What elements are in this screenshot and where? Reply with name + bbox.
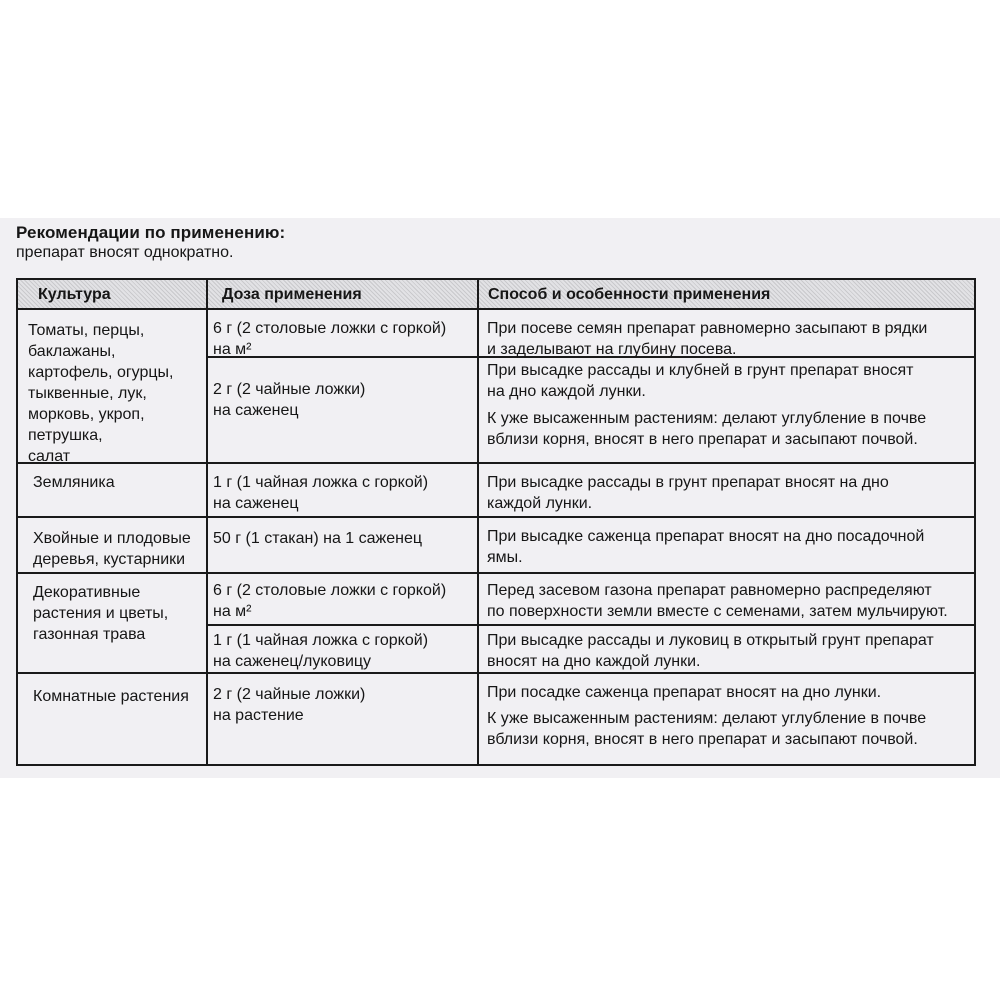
row-divider [18, 572, 976, 574]
dose-cell: 6 г (2 столовые ложки с горкой) на м² [213, 320, 447, 358]
section-title: Рекомендации по применению: [16, 223, 286, 242]
method-cell: При высадке рассады и клубней в грунт препарат вносят на дно каждой лунки. [487, 362, 914, 400]
method-cell: Перед засевом газона препарат равномерно распределяют по поверхности земли вместе с семенами, затем мульчируют. [487, 582, 948, 620]
row-divider [18, 516, 976, 518]
row-divider [18, 672, 976, 674]
dose-cell: 6 г (2 столовые ложки с горкой) на м² [213, 582, 447, 620]
column-header-method: Способ и особенности применения [488, 286, 771, 303]
section-subtitle: препарат вносят однократно. [16, 244, 234, 261]
method-cell: При высадке рассады в грунт препарат вносят на дно каждой лунки. [487, 474, 889, 512]
culture-cell: Томаты, перцы, баклажаны, картофель, огурцы, тыквенные, лук, морковь, укроп, петрушка, салат [28, 322, 174, 465]
dose-cell: 50 г (1 стакан) на 1 саженец [213, 530, 423, 547]
column-header-culture: Культура [38, 286, 111, 303]
subrow-divider [206, 624, 976, 626]
column-divider [477, 280, 479, 766]
dose-cell: 1 г (1 чайная ложка с горкой) на саженец [213, 474, 429, 512]
culture-cell: Декоративные растения и цветы, газонная трава [33, 584, 169, 643]
method-cell: При высадке рассады и луковиц в открытый грунт препарат вносят на дно каждой лунки. [487, 632, 934, 670]
method-cell: При посадке саженца препарат вносят на дно лунки. [487, 684, 882, 701]
culture-cell: Комнатные растения [33, 688, 189, 705]
method-cell: При высадке саженца препарат вносят на дно посадочной ямы. [487, 528, 925, 566]
method-cell: При посеве семян препарат равномерно засыпают в рядки и заделывают на глубину посева. [487, 320, 928, 358]
method-cell-extra: К уже высаженным растениям: делают углубление в почве вблизи корня, вносят в него препарат и засыпают почвой. [487, 410, 927, 448]
column-header-dose: Доза применения [222, 286, 362, 303]
culture-cell: Земляника [33, 474, 115, 491]
culture-cell: Хвойные и плодовые деревья, кустарники [33, 530, 191, 568]
application-table [16, 278, 976, 766]
column-divider [206, 280, 208, 766]
dose-cell: 2 г (2 чайные ложки) на саженец [213, 381, 366, 419]
table-header [18, 280, 974, 310]
dose-cell: 1 г (1 чайная ложка с горкой) на саженец/луковицу [213, 632, 429, 670]
dose-cell: 2 г (2 чайные ложки) на растение [213, 686, 366, 724]
method-cell-extra: К уже высаженным растениям: делают углубление в почве вблизи корня, вносят в него препарат и засыпают почвой. [487, 710, 927, 748]
